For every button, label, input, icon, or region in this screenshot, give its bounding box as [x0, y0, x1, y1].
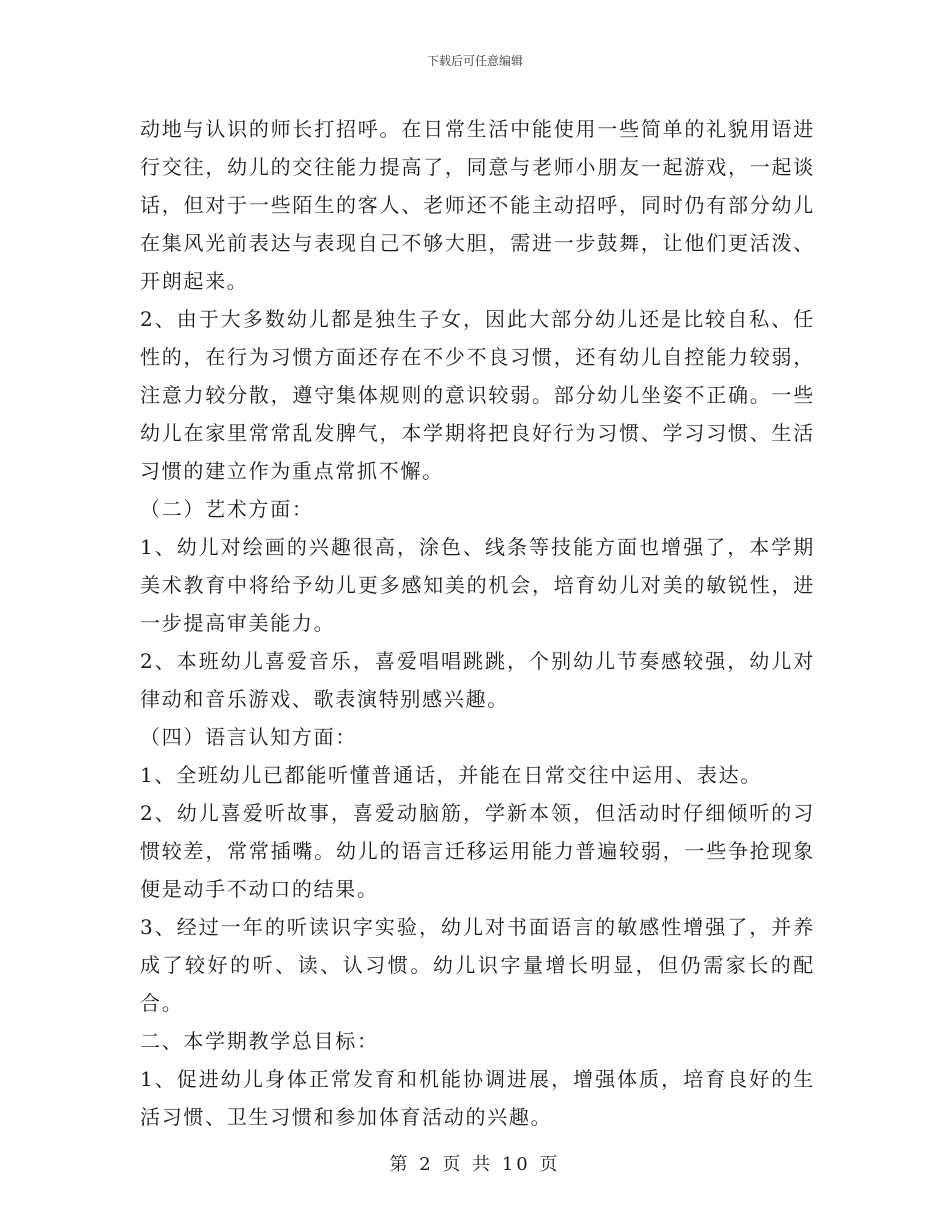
document-body — [140, 110, 815, 1136]
paragraph-language-listening: 2、幼儿喜爱听故事，喜爱动脑筋，学新本领，但活动时仔细倾听的习惯较差，常常插嘴。幼儿的语言迁移运用能力普遍较弱，一些争抢现象便是动手不动口的结果。 — [140, 801, 815, 901]
section-heading-language: （四）语言认知方面： — [140, 725, 357, 749]
page-header-note: 下载后可任意编辑 — [426, 54, 523, 68]
paragraph-art-drawing: 1、幼儿对绘画的兴趣很高，涂色、线条等技能方面也增强了，本学期美术教育中将给予幼儿更多感知美的机会，培育幼儿对美的敏锐性，进一步提高审美能力。 — [140, 535, 815, 635]
paragraph-social-skills: 动地与认识的师长打招呼。在日常生活中能使用一些简单的礼貌用语进行交往，幼儿的交往能力提高了，同意与老师小朋友一起游戏，一起谈话，但对于一些陌生的客人、老师还不能主动招呼，同时仍有部分幼儿在集风光前表达与表现自己不够大胆，需进一步鼓舞，让他们更活泼、开朗起来。 — [140, 117, 815, 293]
section-heading-art: （二）艺术方面： — [140, 497, 314, 521]
page-number-footer: 第 2 页 共 10 页 — [389, 1154, 561, 1175]
paragraph-language-mandarin: 1、全班幼儿已都能听懂普通话，并能在日常交往中运用、表达。 — [140, 763, 763, 787]
section-heading-goals: 二、本学期教学总目标： — [140, 1029, 379, 1053]
paragraph-language-reading: 3、经过一年的听读识字实验，幼儿对书面语言的敏感性增强了，并养成了较好的听、读、认习惯。幼儿识字量增长明显，但仍需家长的配合。 — [140, 915, 815, 1015]
paragraph-art-music: 2、本班幼儿喜爱音乐，喜爱唱唱跳跳，个别幼儿节奏感较强，幼儿对律动和音乐游戏、歌表演特别感兴趣。 — [140, 649, 815, 711]
paragraph-behavior-habits: 2、由于大多数幼儿都是独生子女，因此大部分幼儿还是比较自私、任性的，在行为习惯方面还存在不少不良习惯，还有幼儿自控能力较弱，注意力较分散，遵守集体规则的意识较弱。部分幼儿坐姿不正确。一些幼儿在家里常常乱发脾气，本学期将把良好行为习惯、学习习惯、生活习惯的建立作为重点常抓不懈。 — [140, 307, 815, 483]
paragraph-goal-physical: 1、促进幼儿身体正常发育和机能协调进展，增强体质，培育良好的生活习惯、卫生习惯和参加体育活动的兴趣。 — [140, 1067, 815, 1129]
